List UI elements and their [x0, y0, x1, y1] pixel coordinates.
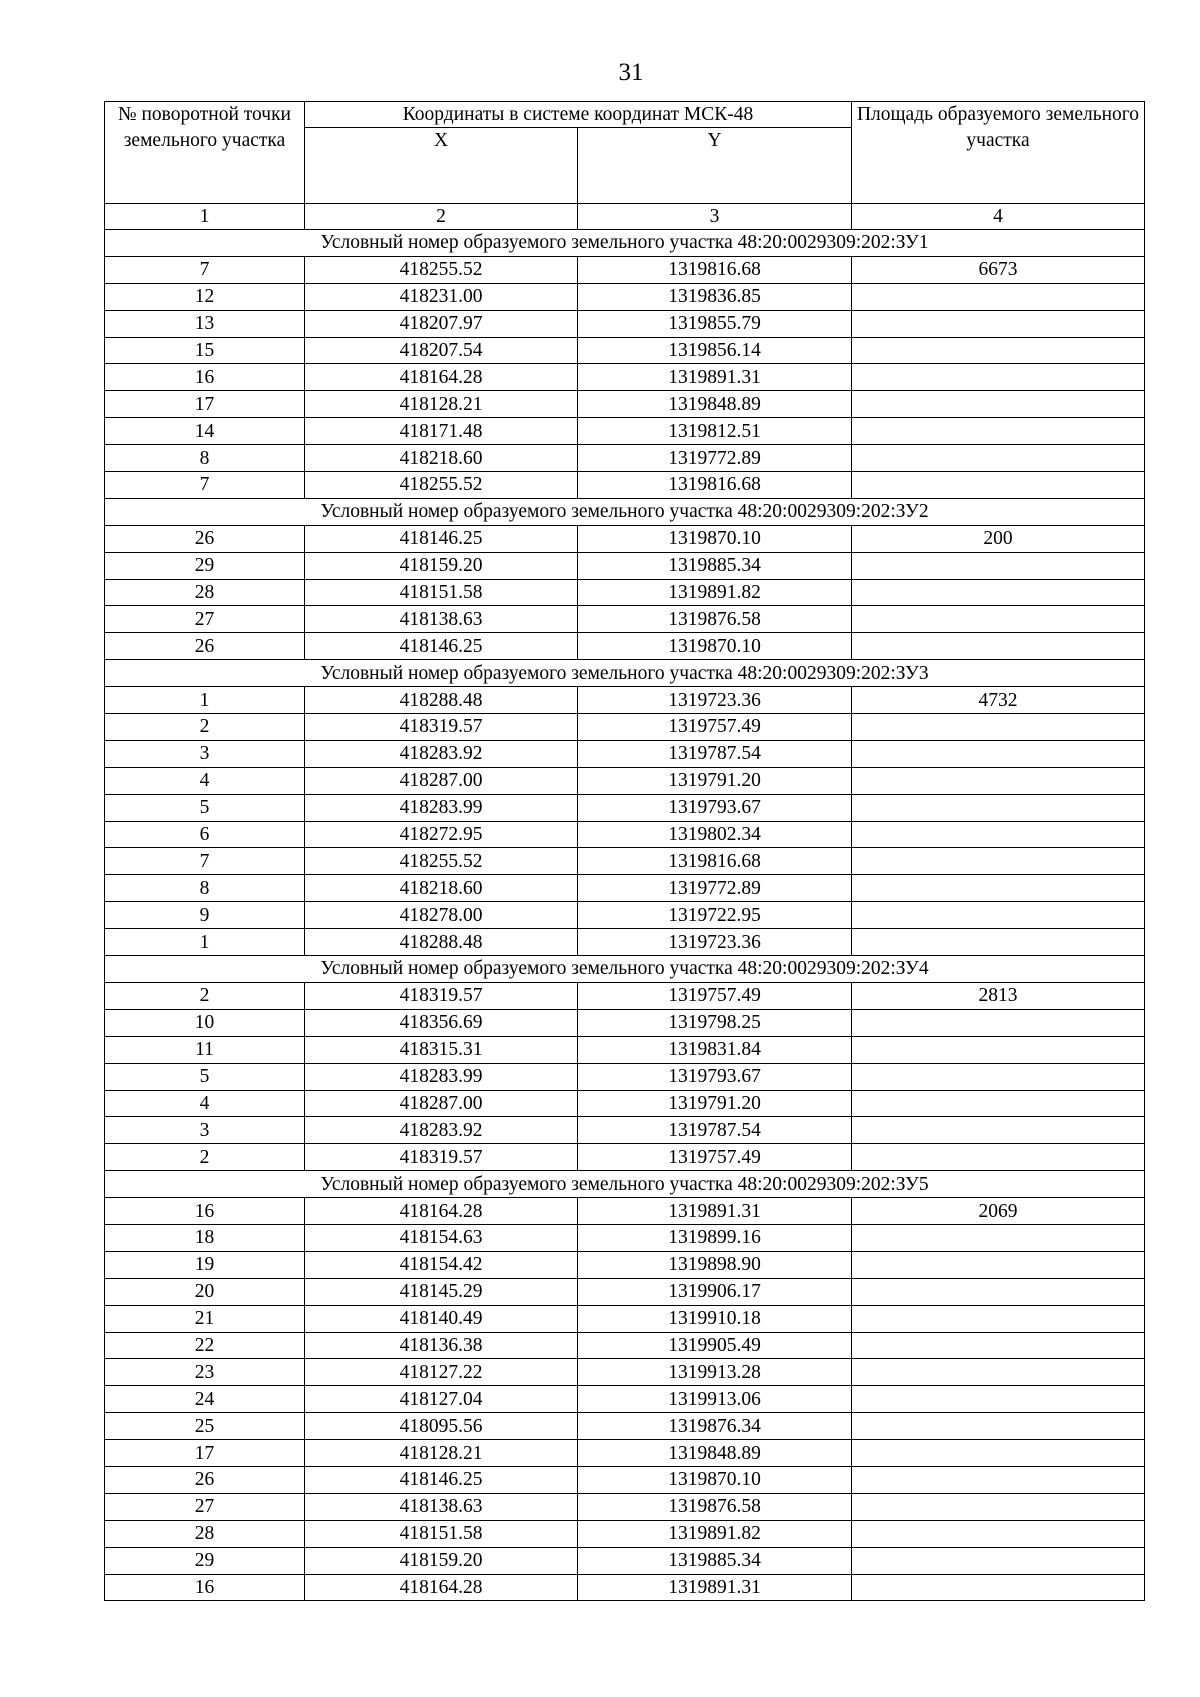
table-row — [105, 1009, 1145, 1036]
table-row — [105, 1386, 1145, 1413]
table-row — [105, 875, 1145, 902]
y-coordinate-cell: 1319891.82 — [578, 1520, 852, 1547]
area-cell — [852, 283, 1145, 310]
x-coordinate-cell: 418140.49 — [305, 1305, 578, 1332]
point-number-cell: 14 — [105, 418, 305, 445]
table-row — [105, 1117, 1145, 1144]
section-title-row — [105, 660, 1145, 687]
point-number-cell: 17 — [105, 1440, 305, 1467]
area-cell — [852, 1413, 1145, 1440]
area-cell: 200 — [852, 525, 1145, 552]
x-coordinate-cell: 418255.52 — [305, 472, 578, 499]
area-cell — [852, 714, 1145, 741]
y-coordinate-cell: 1319870.10 — [578, 1466, 852, 1493]
point-number-cell: 18 — [105, 1224, 305, 1251]
table-header — [105, 102, 1145, 230]
point-number-cell: 22 — [105, 1332, 305, 1359]
y-coordinate-cell: 1319798.25 — [578, 1009, 852, 1036]
x-coordinate-cell: 418128.21 — [305, 1440, 578, 1467]
y-coordinate-cell: 1319791.20 — [578, 767, 852, 794]
area-cell — [852, 391, 1145, 418]
y-coordinate-cell: 1319876.58 — [578, 1493, 852, 1520]
y-coordinate-cell: 1319848.89 — [578, 391, 852, 418]
point-number-cell: 23 — [105, 1359, 305, 1386]
table-row — [105, 1278, 1145, 1305]
y-coordinate-cell: 1319816.68 — [578, 472, 852, 499]
header-point-number: № поворотной точки земельного участка — [105, 102, 305, 204]
area-cell: 2813 — [852, 982, 1145, 1009]
y-coordinate-cell: 1319793.67 — [578, 794, 852, 821]
x-coordinate-cell: 418095.56 — [305, 1413, 578, 1440]
y-coordinate-cell: 1319891.31 — [578, 1574, 852, 1601]
table-row — [105, 552, 1145, 579]
point-number-cell: 16 — [105, 1574, 305, 1601]
y-coordinate-cell: 1319791.20 — [578, 1090, 852, 1117]
table-row — [105, 310, 1145, 337]
area-cell — [852, 1144, 1145, 1171]
x-coordinate-cell: 418287.00 — [305, 1090, 578, 1117]
area-cell — [852, 1386, 1145, 1413]
y-coordinate-cell: 1319787.54 — [578, 1117, 852, 1144]
x-coordinate-cell: 418151.58 — [305, 579, 578, 606]
y-coordinate-cell: 1319793.67 — [578, 1063, 852, 1090]
table-row — [105, 445, 1145, 472]
point-number-cell: 3 — [105, 1117, 305, 1144]
y-coordinate-cell: 1319910.18 — [578, 1305, 852, 1332]
x-coordinate-cell: 418283.92 — [305, 740, 578, 767]
x-coordinate-cell: 418278.00 — [305, 902, 578, 929]
area-cell — [852, 929, 1145, 956]
y-coordinate-cell: 1319848.89 — [578, 1440, 852, 1467]
y-coordinate-cell: 1319876.58 — [578, 606, 852, 633]
table-row — [105, 1574, 1145, 1601]
x-coordinate-cell: 418138.63 — [305, 1493, 578, 1520]
area-cell — [852, 1574, 1145, 1601]
y-coordinate-cell: 1319870.10 — [578, 525, 852, 552]
table-row — [105, 525, 1145, 552]
x-coordinate-cell: 418356.69 — [305, 1009, 578, 1036]
table-row — [105, 821, 1145, 848]
coordinates-table — [104, 101, 1145, 1601]
x-coordinate-cell: 418138.63 — [305, 606, 578, 633]
table-row — [105, 848, 1145, 875]
point-number-cell: 6 — [105, 821, 305, 848]
area-cell — [852, 1117, 1145, 1144]
point-number-cell: 4 — [105, 767, 305, 794]
point-number-cell: 28 — [105, 579, 305, 606]
x-coordinate-cell: 418164.28 — [305, 1198, 578, 1225]
point-number-cell: 7 — [105, 256, 305, 283]
area-cell — [852, 794, 1145, 821]
area-cell — [852, 606, 1145, 633]
point-number-cell: 28 — [105, 1520, 305, 1547]
area-cell — [852, 445, 1145, 472]
point-number-cell: 26 — [105, 525, 305, 552]
y-coordinate-cell: 1319856.14 — [578, 337, 852, 364]
table-row — [105, 364, 1145, 391]
area-cell — [852, 472, 1145, 499]
y-coordinate-cell: 1319831.84 — [578, 1036, 852, 1063]
area-cell — [852, 1090, 1145, 1117]
y-coordinate-cell: 1319787.54 — [578, 740, 852, 767]
x-coordinate-cell: 418159.20 — [305, 1547, 578, 1574]
area-cell — [852, 1305, 1145, 1332]
x-coordinate-cell: 418164.28 — [305, 364, 578, 391]
page-number: 31 — [618, 59, 644, 86]
point-number-cell: 2 — [105, 1144, 305, 1171]
x-coordinate-cell: 418231.00 — [305, 283, 578, 310]
area-cell — [852, 1520, 1145, 1547]
table-row — [105, 929, 1145, 956]
section-title-row — [105, 498, 1145, 525]
table-row — [105, 794, 1145, 821]
x-coordinate-cell: 418146.25 — [305, 1466, 578, 1493]
x-coordinate-cell: 418207.97 — [305, 310, 578, 337]
section-title: Условный номер образуемого земельного участка 48:20:0029309:202:ЗУ4 — [105, 956, 1145, 983]
y-coordinate-cell: 1319723.36 — [578, 687, 852, 714]
area-cell — [852, 767, 1145, 794]
area-cell — [852, 875, 1145, 902]
column-number: 2 — [305, 204, 578, 230]
point-number-cell: 25 — [105, 1413, 305, 1440]
y-coordinate-cell: 1319816.68 — [578, 256, 852, 283]
column-number: 3 — [578, 204, 852, 230]
y-coordinate-cell: 1319722.95 — [578, 902, 852, 929]
column-number: 1 — [105, 204, 305, 230]
x-coordinate-cell: 418283.99 — [305, 1063, 578, 1090]
area-cell — [852, 633, 1145, 660]
point-number-cell: 15 — [105, 337, 305, 364]
y-coordinate-cell: 1319891.31 — [578, 364, 852, 391]
area-cell — [852, 310, 1145, 337]
area-cell — [852, 821, 1145, 848]
point-number-cell: 4 — [105, 1090, 305, 1117]
y-coordinate-cell: 1319772.89 — [578, 875, 852, 902]
x-coordinate-cell: 418159.20 — [305, 552, 578, 579]
table-row — [105, 256, 1145, 283]
x-coordinate-cell: 418146.25 — [305, 525, 578, 552]
point-number-cell: 12 — [105, 283, 305, 310]
y-coordinate-cell: 1319898.90 — [578, 1251, 852, 1278]
table-row — [105, 1063, 1145, 1090]
table-row — [105, 472, 1145, 499]
table-row — [105, 1440, 1145, 1467]
y-coordinate-cell: 1319812.51 — [578, 418, 852, 445]
table-row — [105, 1466, 1145, 1493]
point-number-cell: 16 — [105, 1198, 305, 1225]
x-coordinate-cell: 418283.99 — [305, 794, 578, 821]
x-coordinate-cell: 418283.92 — [305, 1117, 578, 1144]
point-number-cell: 5 — [105, 794, 305, 821]
x-coordinate-cell: 418315.31 — [305, 1036, 578, 1063]
area-cell: 2069 — [852, 1198, 1145, 1225]
point-number-cell: 13 — [105, 310, 305, 337]
section-title-row — [105, 230, 1145, 257]
table-row — [105, 740, 1145, 767]
point-number-cell: 3 — [105, 740, 305, 767]
point-number-cell: 10 — [105, 1009, 305, 1036]
area-cell — [852, 364, 1145, 391]
header-coordinates: Координаты в системе координат МСК-48 — [305, 102, 852, 128]
area-cell — [852, 848, 1145, 875]
y-coordinate-cell: 1319891.82 — [578, 579, 852, 606]
x-coordinate-cell: 418128.21 — [305, 391, 578, 418]
point-number-cell: 29 — [105, 552, 305, 579]
x-coordinate-cell: 418151.58 — [305, 1520, 578, 1547]
y-coordinate-cell: 1319757.49 — [578, 982, 852, 1009]
x-coordinate-cell: 418218.60 — [305, 445, 578, 472]
x-coordinate-cell: 418319.57 — [305, 1144, 578, 1171]
table-row — [105, 1520, 1145, 1547]
point-number-cell: 2 — [105, 982, 305, 1009]
x-coordinate-cell: 418146.25 — [305, 633, 578, 660]
x-coordinate-cell: 418218.60 — [305, 875, 578, 902]
area-cell — [852, 1359, 1145, 1386]
table-row — [105, 418, 1145, 445]
table-row — [105, 687, 1145, 714]
table-row — [105, 606, 1145, 633]
table-row — [105, 1547, 1145, 1574]
header-x: X — [305, 128, 578, 204]
point-number-cell: 7 — [105, 472, 305, 499]
x-coordinate-cell: 418164.28 — [305, 1574, 578, 1601]
table-row — [105, 283, 1145, 310]
point-number-cell: 26 — [105, 633, 305, 660]
x-coordinate-cell: 418287.00 — [305, 767, 578, 794]
x-coordinate-cell: 418154.42 — [305, 1251, 578, 1278]
x-coordinate-cell: 418319.57 — [305, 714, 578, 741]
table-row — [105, 337, 1145, 364]
point-number-cell: 19 — [105, 1251, 305, 1278]
area-cell: 4732 — [852, 687, 1145, 714]
y-coordinate-cell: 1319876.34 — [578, 1413, 852, 1440]
table-row — [105, 633, 1145, 660]
y-coordinate-cell: 1319757.49 — [578, 714, 852, 741]
point-number-cell: 29 — [105, 1547, 305, 1574]
y-coordinate-cell: 1319802.34 — [578, 821, 852, 848]
table-row — [105, 1305, 1145, 1332]
y-coordinate-cell: 1319757.49 — [578, 1144, 852, 1171]
header-area: Площадь образуемого земельного участка — [852, 102, 1145, 204]
area-cell — [852, 740, 1145, 767]
point-number-cell: 8 — [105, 445, 305, 472]
point-number-cell: 1 — [105, 687, 305, 714]
area-cell — [852, 418, 1145, 445]
area-cell — [852, 579, 1145, 606]
y-coordinate-cell: 1319906.17 — [578, 1278, 852, 1305]
table-row — [105, 902, 1145, 929]
y-coordinate-cell: 1319772.89 — [578, 445, 852, 472]
table-row — [105, 1090, 1145, 1117]
area-cell — [852, 1036, 1145, 1063]
y-coordinate-cell: 1319885.34 — [578, 1547, 852, 1574]
point-number-cell: 1 — [105, 929, 305, 956]
table-row — [105, 1332, 1145, 1359]
x-coordinate-cell: 418288.48 — [305, 929, 578, 956]
y-coordinate-cell: 1319899.16 — [578, 1224, 852, 1251]
y-coordinate-cell: 1319836.85 — [578, 283, 852, 310]
point-number-cell: 16 — [105, 364, 305, 391]
section-title: Условный номер образуемого земельного участка 48:20:0029309:202:ЗУ5 — [105, 1171, 1145, 1198]
x-coordinate-cell: 418272.95 — [305, 821, 578, 848]
area-cell — [852, 1547, 1145, 1574]
section-title-row — [105, 956, 1145, 983]
table-row — [105, 1198, 1145, 1225]
y-coordinate-cell: 1319905.49 — [578, 1332, 852, 1359]
point-number-cell: 5 — [105, 1063, 305, 1090]
x-coordinate-cell: 418127.04 — [305, 1386, 578, 1413]
x-coordinate-cell: 418136.38 — [305, 1332, 578, 1359]
column-number: 4 — [852, 204, 1145, 230]
point-number-cell: 27 — [105, 1493, 305, 1520]
x-coordinate-cell: 418154.63 — [305, 1224, 578, 1251]
x-coordinate-cell: 418319.57 — [305, 982, 578, 1009]
area-cell — [852, 1063, 1145, 1090]
point-number-cell: 17 — [105, 391, 305, 418]
point-number-cell: 21 — [105, 1305, 305, 1332]
y-coordinate-cell: 1319855.79 — [578, 310, 852, 337]
y-coordinate-cell: 1319913.28 — [578, 1359, 852, 1386]
point-number-cell: 8 — [105, 875, 305, 902]
point-number-cell: 9 — [105, 902, 305, 929]
table-row — [105, 714, 1145, 741]
point-number-cell: 27 — [105, 606, 305, 633]
area-cell — [852, 337, 1145, 364]
area-cell — [852, 1224, 1145, 1251]
area-cell — [852, 1251, 1145, 1278]
area-cell — [852, 552, 1145, 579]
area-cell — [852, 1332, 1145, 1359]
point-number-cell: 7 — [105, 848, 305, 875]
y-coordinate-cell: 1319816.68 — [578, 848, 852, 875]
section-title: Условный номер образуемого земельного участка 48:20:0029309:202:ЗУ3 — [105, 660, 1145, 687]
y-coordinate-cell: 1319870.10 — [578, 633, 852, 660]
x-coordinate-cell: 418145.29 — [305, 1278, 578, 1305]
table-row — [105, 1413, 1145, 1440]
table-row — [105, 982, 1145, 1009]
table-row — [105, 1493, 1145, 1520]
table-row — [105, 1251, 1145, 1278]
x-coordinate-cell: 418207.54 — [305, 337, 578, 364]
table-row — [105, 391, 1145, 418]
area-cell — [852, 1440, 1145, 1467]
point-number-cell: 2 — [105, 714, 305, 741]
table-row — [105, 1224, 1145, 1251]
point-number-cell: 24 — [105, 1386, 305, 1413]
section-title-row — [105, 1171, 1145, 1198]
header-y: Y — [578, 128, 852, 204]
x-coordinate-cell: 418171.48 — [305, 418, 578, 445]
y-coordinate-cell: 1319891.31 — [578, 1198, 852, 1225]
table-row — [105, 579, 1145, 606]
section-title: Условный номер образуемого земельного участка 48:20:0029309:202:ЗУ2 — [105, 498, 1145, 525]
x-coordinate-cell: 418127.22 — [305, 1359, 578, 1386]
point-number-cell: 26 — [105, 1466, 305, 1493]
column-number-row — [105, 204, 1145, 230]
point-number-cell: 11 — [105, 1036, 305, 1063]
y-coordinate-cell: 1319723.36 — [578, 929, 852, 956]
area-cell — [852, 1009, 1145, 1036]
table-row — [105, 767, 1145, 794]
area-cell — [852, 1493, 1145, 1520]
x-coordinate-cell: 418288.48 — [305, 687, 578, 714]
area-cell — [852, 1466, 1145, 1493]
table-row — [105, 1359, 1145, 1386]
x-coordinate-cell: 418255.52 — [305, 256, 578, 283]
section-title: Условный номер образуемого земельного участка 48:20:0029309:202:ЗУ1 — [105, 230, 1145, 257]
y-coordinate-cell: 1319913.06 — [578, 1386, 852, 1413]
table-row — [105, 1036, 1145, 1063]
y-coordinate-cell: 1319885.34 — [578, 552, 852, 579]
table-row — [105, 1144, 1145, 1171]
area-cell — [852, 902, 1145, 929]
area-cell — [852, 1278, 1145, 1305]
area-cell: 6673 — [852, 256, 1145, 283]
table-body — [105, 230, 1145, 1601]
point-number-cell: 20 — [105, 1278, 305, 1305]
x-coordinate-cell: 418255.52 — [305, 848, 578, 875]
